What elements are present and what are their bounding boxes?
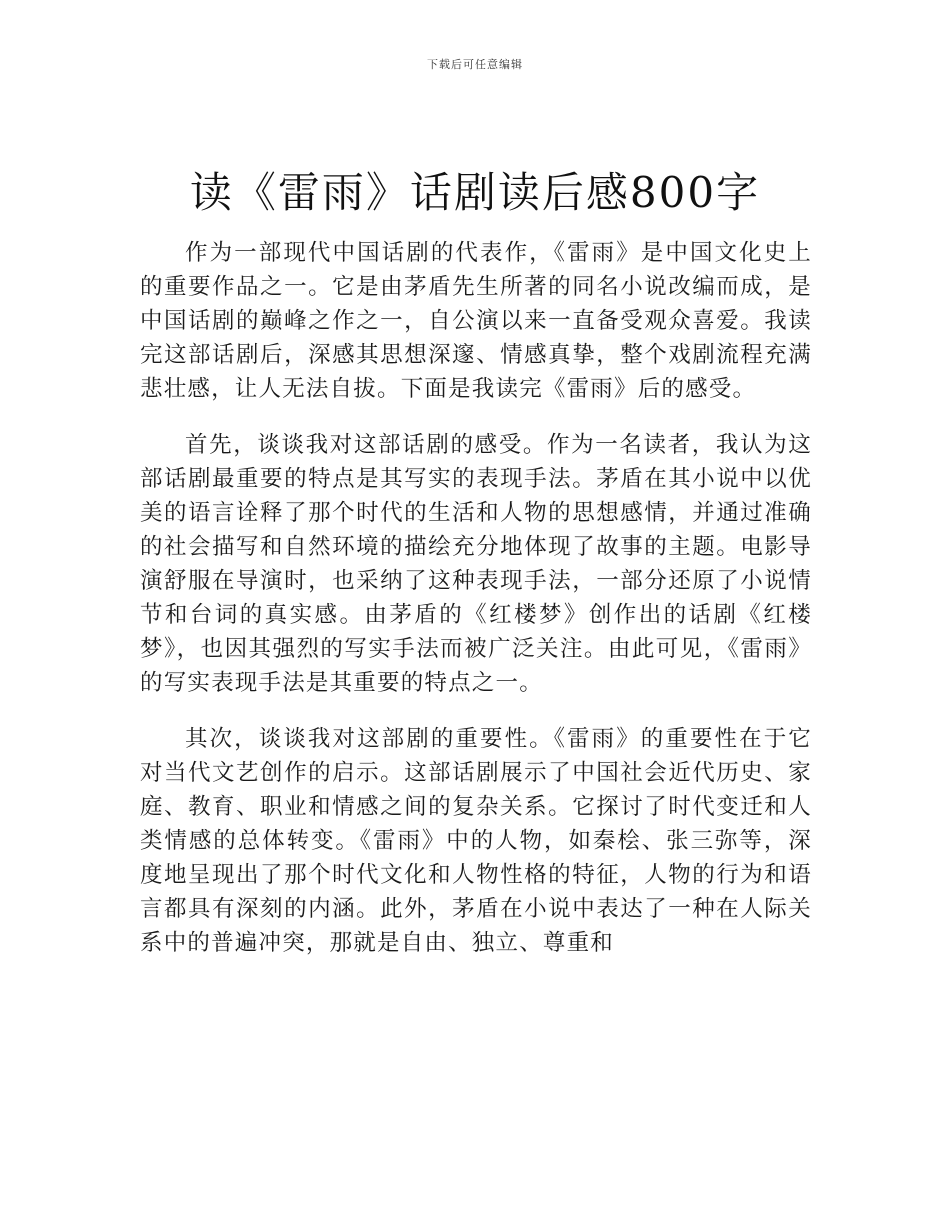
paragraph-1: 作为一部现代中国话剧的代表作，《雷雨》是中国文化史上的重要作品之一。它是由茅盾先生所著的同名小说改编而成，是中国话剧的巅峰之作之一，自公演以来一直备受观众喜爱。我读完这部话剧后，深感其思想深邃、情感真挚，整个戏剧流程充满悲壮感，让人无法自拔。下面是我读完《雷雨》后的感受。	[140, 240, 812, 402]
paragraph-2: 首先，谈谈我对这部话剧的感受。作为一名读者，我认为这部话剧最重要的特点是其写实的表现手法。茅盾在其小说中以优美的语言诠释了那个时代的生活和人物的思想感情，并通过准确的社会描写和自然环境的描绘充分地体现了故事的主题。电影导演舒服在导演时，也采纳了这种表现手法，一部分还原了小说情节和台词的真实感。由茅盾的《红楼梦》创作出的话剧《红楼梦》，也因其强烈的写实手法而被广泛关注。由此可见，《雷雨》的写实表现手法是其重要的特点之一。	[140, 432, 812, 696]
document-body	[140, 236, 812, 982]
paragraph-3: 其次，谈谈我对这部剧的重要性。《雷雨》的重要性在于它对当代文艺创作的启示。这部话剧展示了中国社会近代历史、家庭、教育、职业和情感之间的复杂关系。它探讨了时代变迁和人类情感的总体转变。《雷雨》中的人物，如秦桧、张三弥等，深度地呈现出了那个时代文化和人物性格的特征，人物的行为和语言都具有深刻的内涵。此外，茅盾在小说中表达了一种在人际关系中的普遍冲突，那就是自由、独立、尊重和	[140, 726, 812, 956]
document-title: 读《雷雨》话剧读后感800字	[189, 168, 761, 217]
page-header-note: 下载后可任意编辑	[427, 58, 523, 71]
